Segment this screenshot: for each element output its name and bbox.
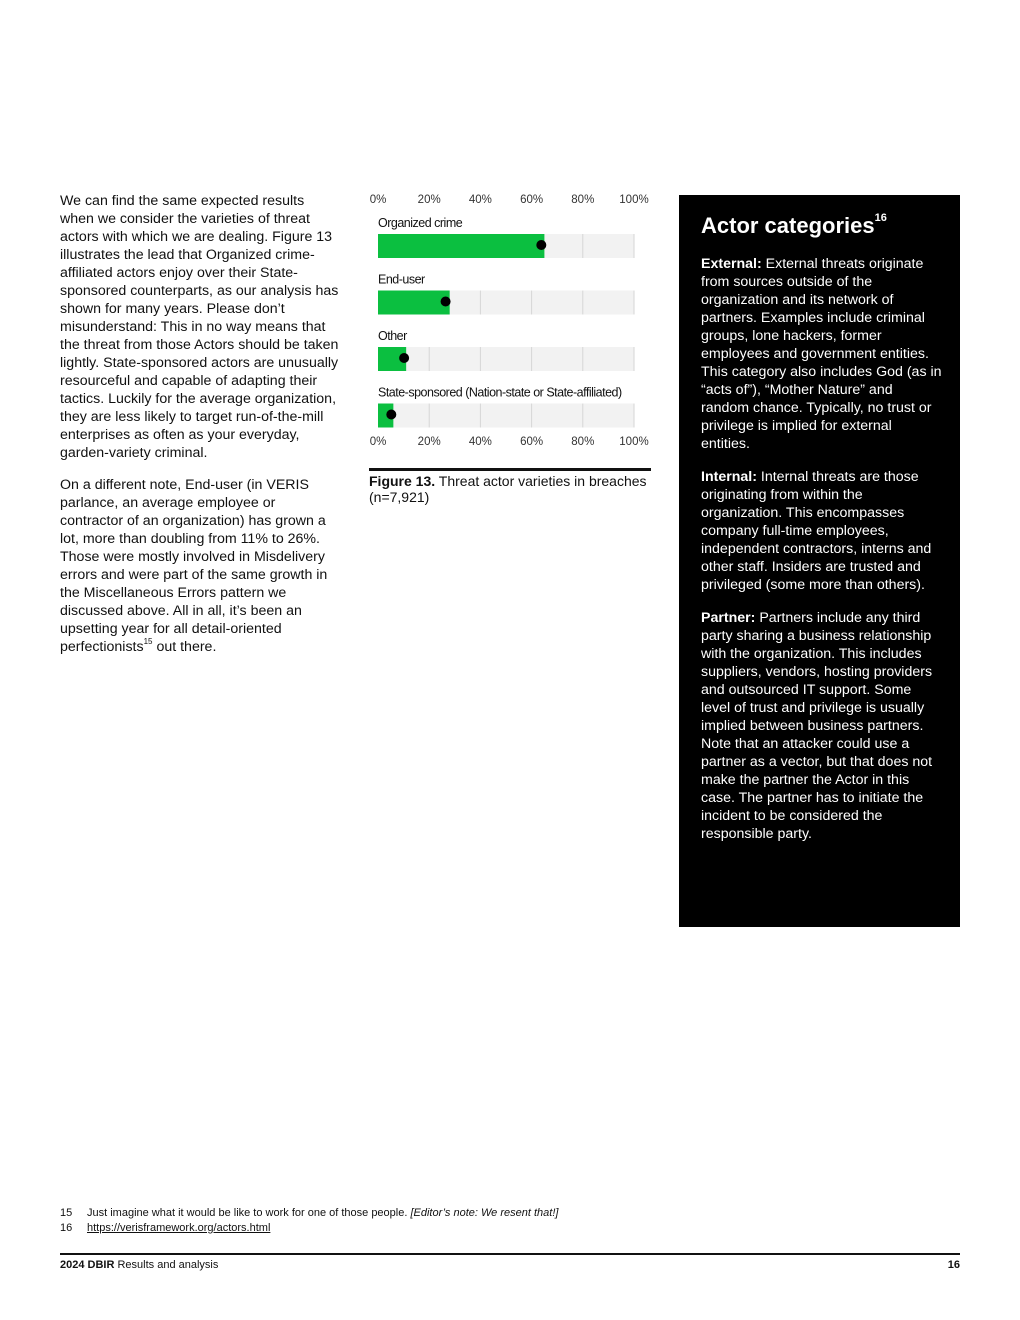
footer-report-name: 2024 DBIR bbox=[60, 1259, 115, 1271]
figure-rule bbox=[369, 468, 651, 471]
x-tick-label-bottom: 60% bbox=[520, 436, 544, 448]
x-tick-label-top: 100% bbox=[619, 194, 649, 206]
data-point[interactable] bbox=[536, 240, 546, 250]
body-paragraph-2-text: On a different note, End-user (in VERIS parlance, an average employee or contractor of an organization) has grown a lot, more than doubling from 11% to 26%. Those were mostly involved in Misdelivery errors and were part of the same growth in the Miscellaneous Errors pattern we discussed above. All in all, it’s been an upsetting year for all detail-oriented perfectionists bbox=[60, 477, 328, 655]
figure-label: Figure 13. bbox=[369, 473, 436, 489]
bar-track bbox=[378, 347, 634, 371]
x-tick-label-top: 80% bbox=[571, 194, 595, 206]
x-tick-label-bottom: 40% bbox=[468, 436, 492, 448]
footer-section: Results and analysis bbox=[114, 1259, 219, 1271]
footnote-text bbox=[87, 1206, 558, 1221]
x-tick-label-bottom: 100% bbox=[619, 436, 649, 448]
x-tick-label-bottom: 80% bbox=[571, 436, 595, 448]
footnote-number: 16 bbox=[60, 1222, 73, 1234]
sidebar-section-internal bbox=[701, 468, 942, 594]
category-label: Other bbox=[378, 329, 407, 343]
sidebar-label-partner: Partner: bbox=[701, 610, 756, 626]
data-point[interactable] bbox=[386, 410, 396, 420]
bar[interactable] bbox=[378, 291, 450, 315]
sidebar-title bbox=[701, 211, 942, 241]
footer-rule bbox=[60, 1253, 960, 1255]
category-label: State-sponsored (Nation-state or State-affiliated) bbox=[378, 385, 622, 400]
sidebar-text-partner: Partners include any third party sharing a business relationship with the organization. This includes suppliers, vendors, hosting providers and outsourced IT support. Some level of trust and privilege is usually implied between business partners. Note that an attacker could use a partner as a vector, but that does not make the partner the Actor in this case. The partner has to initiate the incident to be considered the responsible party. bbox=[701, 610, 933, 842]
page-number: 16 bbox=[947, 1259, 960, 1271]
footnote-15-editor-note: [Editor’s note: We resent that!] bbox=[410, 1207, 559, 1219]
body-text bbox=[60, 192, 342, 670]
figure-caption bbox=[369, 473, 651, 505]
footnotes bbox=[60, 1206, 960, 1236]
sidebar-label-external: External: bbox=[701, 256, 762, 272]
x-tick-label-bottom: 0% bbox=[369, 436, 387, 448]
data-point[interactable] bbox=[399, 353, 409, 363]
bar-chart bbox=[369, 190, 659, 455]
footnote-16-link[interactable]: https://verisframework.org/actors.html bbox=[87, 1222, 271, 1234]
figure-13-chart bbox=[369, 190, 659, 455]
sidebar-section-partner bbox=[701, 609, 942, 843]
body-paragraph-1: We can find the same expected results when we consider the varieties of threat actors with which we are dealing. Figure 13 illustrates the lead that Organized crime-affiliated actors enjoy over their State-sponsored counterparts, as our analysis has shown for many years. Please don’t misunderstand: This in no way means that the threat from those Actors should be taken lightly. State-sponsored actors are unusually resourceful and capable of adapting their tactics. Luckily for the average organization, they are less likely to target run-of-the-mill enterprises as often as your everyday, garden-variety criminal. bbox=[60, 193, 339, 461]
actor-categories-sidebar bbox=[679, 195, 960, 927]
sidebar-label-internal: Internal: bbox=[701, 469, 757, 485]
x-tick-label-top: 60% bbox=[520, 194, 544, 206]
page-footer bbox=[60, 1258, 960, 1272]
x-tick-label-top: 20% bbox=[417, 194, 441, 206]
sidebar-section-external bbox=[701, 255, 942, 453]
x-tick-label-top: 0% bbox=[369, 194, 387, 206]
footnote-15 bbox=[60, 1206, 960, 1221]
data-point[interactable] bbox=[441, 297, 451, 307]
footnote-16 bbox=[60, 1221, 960, 1236]
footnote-15-text: Just imagine what it would be like to work for one of those people. bbox=[87, 1207, 411, 1219]
sidebar-text-internal: Internal threats are those originating from within the organization. This encompasses company full-time employees, independent contractors, interns and other staff. Insiders are trusted and privileged (some more than others). bbox=[701, 469, 932, 593]
sidebar-text-external: External threats originate from sources outside of the organization and its network of partners. Examples include criminal groups, lone hackers, former employees and government entities. This category also includes God (as in “acts of”), “Mother Nature” and random chance. Typically, no trust or privilege is implied for external entities. bbox=[701, 256, 942, 452]
footnote-ref-15[interactable]: 15 bbox=[143, 637, 153, 647]
body-paragraph-2-end: out there. bbox=[152, 639, 217, 655]
bar[interactable] bbox=[378, 234, 544, 258]
footnote-number: 15 bbox=[60, 1207, 73, 1219]
category-label: Organized crime bbox=[378, 216, 463, 230]
x-tick-label-bottom: 20% bbox=[417, 436, 441, 448]
figure-caption-text: Threat actor varieties in breaches (n=7,921) bbox=[369, 473, 647, 505]
bar-track bbox=[378, 404, 634, 428]
sidebar-title-text: Actor categories bbox=[701, 213, 875, 238]
footnote-ref-16[interactable]: 16 bbox=[874, 211, 887, 224]
x-tick-label-top: 40% bbox=[468, 194, 492, 206]
category-label: End-user bbox=[378, 272, 425, 287]
body-paragraph-2 bbox=[60, 476, 342, 656]
